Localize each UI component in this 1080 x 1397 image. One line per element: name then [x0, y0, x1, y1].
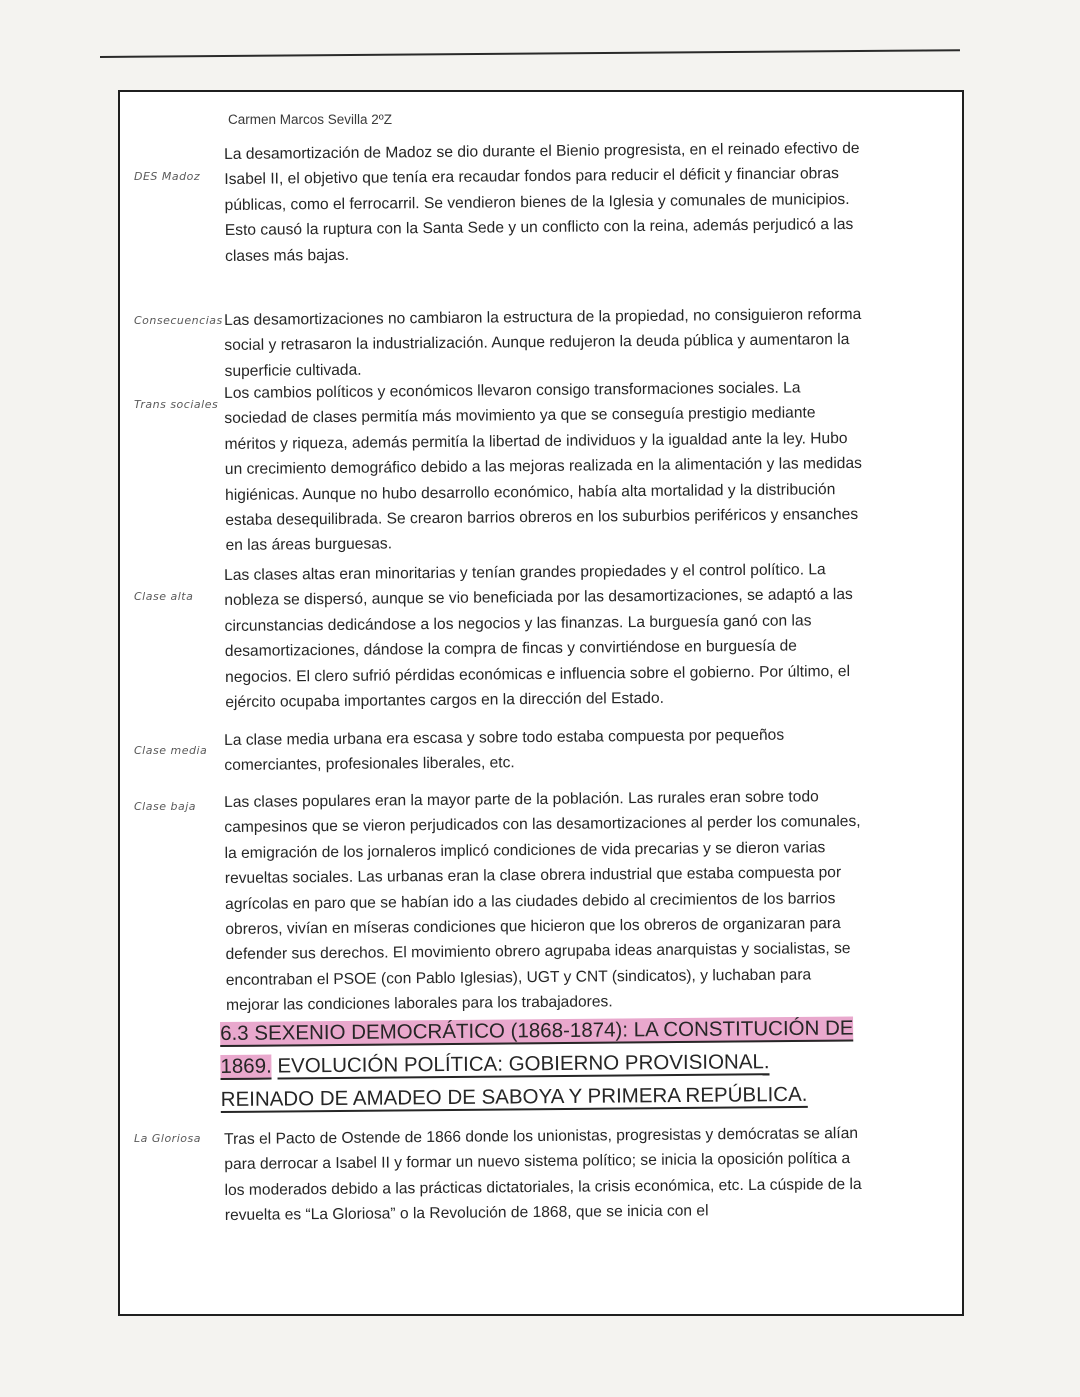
paragraph-trans-sociales: Los cambios políticos y económicos llevaron consigo transformaciones sociales. La sociedad de clases permitía más movimiento ya que se conseguía prestigio mediante méritos y riqueza, además permitía la libertad de individuos y la igualdad ante la ley. Hubo un crecimiento demográfico debido a las mejoras realizada en la alimentación y las medidas higiénicas. Aunque no hubo desarrollo económico, había alta mortalidad y la distribución estaba desequilibrada. Se crearon barrios obreros en los suburbios periféricos y ensanches en las áreas burguesas. [224, 379, 862, 555]
margin-note-clase-alta: Clase alta [134, 590, 194, 603]
paragraph-madoz: La desamortización de Madoz se dio durante el Bienio progresista, en el reinado efectivo de Isabel II, el objetivo que tenía era recaudar fondos para reducir el déficit y financiar obras públicas, como el ferrocarril. Se vendieron bienes de la Iglesia y comunales de municipios. Esto causó la ruptura con la Santa Sede y un conflicto con la reina, además perjudicó a las clases más bajas. [224, 139, 860, 265]
document-page [118, 90, 964, 1316]
margin-note-consecuencias: Consecuencias [134, 314, 223, 327]
margin-note-la-gloriosa: La Gloriosa [134, 1132, 201, 1145]
margin-note-trans-sociales: Trans sociales [134, 398, 219, 411]
paragraph-clase-media: La clase media urbana era escasa y sobre todo estaba compuesta por pequeños comerciantes, profesionales liberales, etc. [224, 726, 785, 775]
paragraph-consecuencias: Las desamortizaciones no cambiaron la estructura de la propiedad, no consiguieron reforma social y retrasaron la industrialización. Aunque redujeron la deuda pública y aumentaron la superficie cultivada. [224, 305, 862, 380]
margin-note-clase-media: Clase media [134, 744, 208, 757]
author-header: Carmen Marcos Sevilla 2ºZ [228, 112, 392, 127]
section-heading: 6.3 SEXENIO DEMOCRÁTICO (1868-1874): LA CONSTITUCIÓN DE 1869. EVOLUCIÓN POLÍTICA: GOBIERNO PROVISIONAL. REINADO DE AMADEO DE SABOYA Y PRIMERA REPÚBLICA. [220, 1016, 854, 1111]
margin-note-madoz: DES Madoz [134, 170, 201, 183]
margin-note-clase-baja: Clase baja [134, 800, 196, 813]
top-rule [100, 49, 960, 58]
paragraph-clase-alta: Las clases altas eran minoritarias y tenían grandes propiedades y el control político. La nobleza se dispersó, aunque se vio beneficiada por las desamortizaciones, se adaptó a las circunstancias dedicándose a los negocios y las finanzas. La burguesía ganó con las desamortizaciones, dándose la compra de fincas y convirtiéndose en burguesía de negocios. El clero sufrió pérdidas económicas e influencia sobre el gobierno. Por último, el ejército ocupaba importantes cargos en la dirección del Estado. [224, 561, 853, 712]
paragraph-la-gloriosa: Tras el Pacto de Ostende de 1866 donde los unionistas, progresistas y demócratas se alían para derrocar a Isabel II y formar un nuevo sistema político; se inicia la oposición política a los moderados debido a las prácticas dictatoriales, la crisis económica, etc. La cúspide de la revuelta es “La Gloriosa” o la Revolución de 1868, que se inicia con el [224, 1124, 862, 1225]
paragraph-clase-baja: Las clases populares eran la mayor parte de la población. Las rurales eran sobre todo campesinos que se vieron perjudicados con las desamortizaciones al perder los comunales, la emigración de los jornaleros implicó condiciones de vida precarias y se dieron varias revueltas sociales. Las urbanas eran la clase obrera industrial que estaba compuesta por agrícolas en paro que se habían ido a las ciudades debido al crecimientos de los barrios obreros, vivían en míseras condiciones que hicieron que los obreros de organizaran para defender sus derechos. El movimiento obrero agrupaba ideas anarquistas y socialistas, se encontraban el PSOE (con Pablo Iglesias), UGT y CNT (sindicatos), y luchaban para mejorar las condiciones laborales para los trabajadores. [224, 788, 861, 1015]
